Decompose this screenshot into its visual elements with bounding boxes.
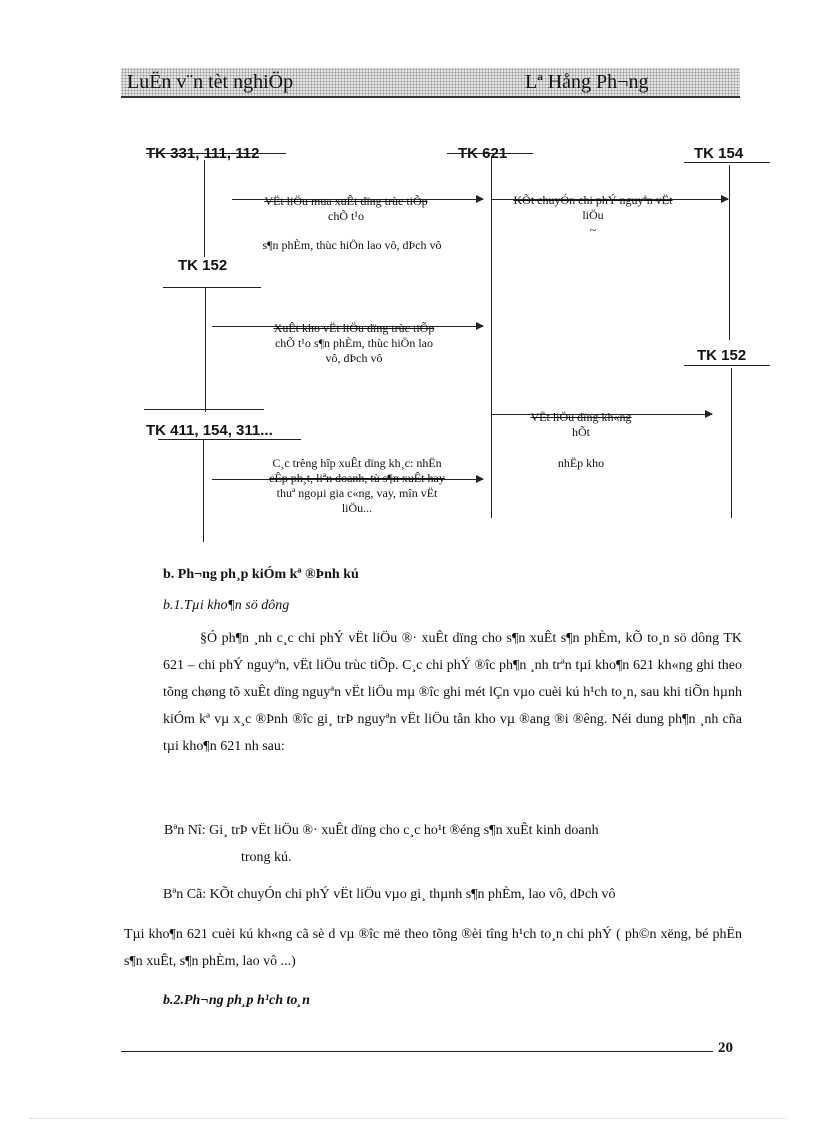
purchase-label-line1: VËt liÖu mua xuÊt dïng trùc tiÕp	[264, 194, 428, 208]
transfer-label	[490, 193, 696, 238]
transfer-label-line2: liÖu	[582, 208, 604, 222]
tk411-line	[158, 439, 301, 440]
stock-label-line3: vô, dÞch vô	[325, 351, 383, 365]
page-bottom-dotted-rule	[30, 1118, 786, 1119]
purchase-label	[230, 194, 462, 224]
footer-rule	[121, 1051, 713, 1052]
tk152-right-vertical	[731, 368, 732, 518]
tk331-vertical	[204, 160, 205, 257]
unused-label	[500, 410, 662, 440]
debit-entry	[163, 817, 742, 871]
tk152-left-vertical	[205, 288, 206, 412]
tk411-top-line	[144, 409, 264, 410]
account-tk331: TK 331, 111, 112	[146, 145, 260, 162]
account-tk152-left: TK 152	[178, 257, 228, 274]
debit-line2: trong kú.	[241, 850, 292, 865]
other-label-line3: thuª ngoµi gia c«ng, vay, mîn vËt	[276, 486, 438, 500]
page-number: 20	[718, 1040, 733, 1056]
section-b2-heading: b.2.Ph¬ng ph¸p h¹ch to¸n	[163, 993, 310, 1008]
unused-label-line2: hÕt	[572, 425, 590, 439]
stock-label-line2: chÕ t¹o s¶n phÈm, thùc hiÖn lao	[274, 336, 433, 350]
paragraph-account-usage: §Ó ph¶n ¸nh c¸c chi phÝ vËt liÖu ®· xuÊt dïng cho s¶n xuÊt s¶n phÈm, kÕ to¸n sö dông TK 621 – chi phÝ nguyªn, vËt liÖu trùc tiÕp. C¸c chi phÝ ®îc ph¶n ¸nh trªn tµi kho¶n 621 kh«ng ghi theo tõng chøng tõ xuÊt dïng nguyªn vËt liÖu mµ ®îc ghi mét lÇn vµo cuèi kú h¹ch to¸n, sau khi tiÕn hµnh kiÓm kª vµ x¸c ®Þnh ®îc gi¸ trÞ nguyªn vËt liÖu tån kho vµ ®ang ®i ®êng. Néi dung ph¶n ¸nh cña tµi kho¶n 621 nh sau:	[163, 631, 742, 754]
credit-entry: Bªn Cã: KÕt chuyÓn chi phÝ vËt liÖu vµo gi¸ thµnh s¶n phÈm, lao vô, dÞch vô	[163, 887, 616, 902]
purchase-label-line2: chÕ t¹o	[328, 209, 364, 223]
section-b-heading: b. Ph¬ng ph¸p kiÓm kª ®Þnh kú	[163, 567, 359, 582]
tk621-line	[447, 153, 533, 154]
other-label-line1: C¸c trêng hîp xuÊt dïng kh¸c: nhËn	[272, 456, 442, 470]
section-b1-heading: b.1.Tµi kho¶n sö dông	[163, 598, 290, 613]
purchase-label-line3: s¶n phÈm, thùc hiÖn lao vô, dÞch vô	[262, 238, 442, 252]
transfer-label-line1: KÕt chuyÓn chi phÝ nguyªn vËt	[513, 193, 673, 207]
account-tk411: TK 411, 154, 311...	[146, 422, 273, 439]
account-tk621: TK 621	[458, 145, 508, 162]
debit-line1: Bªn Nî: Gi¸ trÞ vËt liÖu ®· xuÊt dïng cho c¸c ho¹t ®éng s¶n xuÊt kinh doanh	[164, 823, 599, 838]
account-tk152-right: TK 152	[697, 347, 747, 364]
account-tk154: TK 154	[694, 145, 744, 162]
stock-issue-label	[228, 321, 480, 366]
other-issue-label	[228, 456, 486, 516]
tk152-left-line	[163, 287, 261, 288]
other-label-line2: cÊp ph¸t, liªn doanh, tù s¶n xuÊt hay	[269, 471, 445, 485]
tk152-right-line	[684, 365, 770, 366]
paragraph-balance: Tµi kho¶n 621 cuèi kú kh«ng cã sè d vµ ®îc më theo tõng ®èi tîng h¹ch to¸n chi phÝ ( ph©n xëng, bé phËn s¶n xuÊt, s¶n phÈm, lao vô ...)	[124, 927, 742, 969]
tk154-vertical	[729, 165, 730, 340]
unused-label-line1: VËt liÖu dïng kh«ng	[530, 410, 632, 424]
header-title: LuËn v¨n tèt nghiÖp	[127, 71, 294, 93]
transfer-label-mark: ~	[589, 223, 597, 237]
header-author: Lª Hång Ph¬ng	[525, 71, 649, 93]
stock-label-line1: XuÊt kho vËt liÖu dïng trùc tiÕp	[273, 321, 435, 335]
running-header	[121, 68, 740, 98]
tk154-line	[684, 162, 770, 163]
unused-label-line3: nhËp kho	[557, 456, 605, 470]
tk411-vertical	[203, 440, 204, 542]
tk331-line	[146, 153, 286, 154]
other-label-line4: liÖu...	[341, 501, 373, 515]
